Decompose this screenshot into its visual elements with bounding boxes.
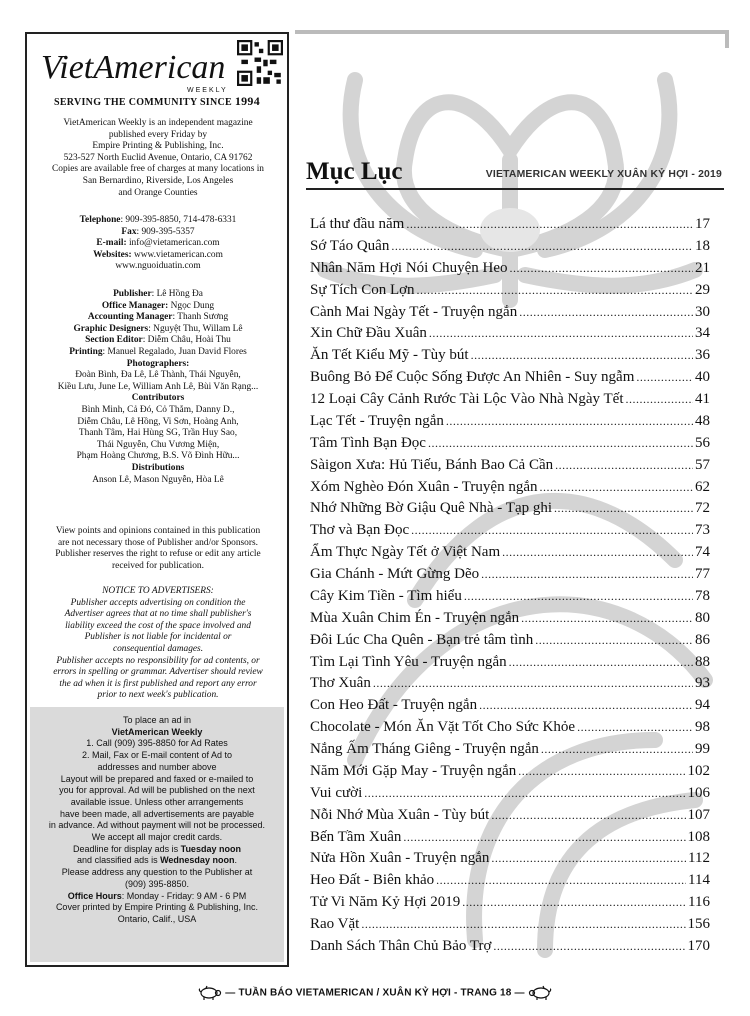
ad-info-text: To place an ad in VietAmerican Weekly 1. Call (909) 395-8850 for Ad Rates 2. Mail, Fax or E-mail content of Ad to addresses and number above Layout will be prepared and faxed or e-mailed to you for approval. Ad will be published on the next available issue. Unless other arrangements have been made, all advertisements are payable in advance. Ad without payment will not be processed. We accept all major credit cards. Deadline for display ads is Tuesday noon and classified ads is Wednesday noon. Please address any question to the Publisher at (909) 395-8850. Office Hours: Monday - Friday: 9 AM - 6 PM Cover printed by Empire Printing & Publishing, Inc. Ontario, Calif., USA	[48, 715, 266, 924]
toc-entry[interactable]: Buông Bỏ Để Cuộc Sống Được An Nhiên - Suy ngẫm ..... 40	[310, 369, 710, 391]
toc-heading: Mục Lục	[306, 158, 403, 185]
toc-subheading: VIETAMERICAN WEEKLY XUÂN KỶ HỢI - 2019	[485, 169, 722, 180]
toc-entry[interactable]: Lạc Tết - Truyện ngắn ..... 48	[310, 413, 710, 435]
toc-entry[interactable]: Xin Chữ Đầu Xuân ..... 34	[310, 325, 710, 347]
toc-entry[interactable]: 12 Loại Cây Cảnh Rước Tài Lộc Vào Nhà Ngày Tết ..... 41	[310, 391, 710, 413]
intro-text: VietAmerican Weekly is an independent magazine published every Friday by Empire Printing & Publishing, Inc. 523-527 North Euclid Avenue, Ontario, CA 91762 Copies are available free of charges at many locations in San Bernardino, Riverside, Los Angeles and Orange Counties	[52, 118, 264, 198]
toc-entry[interactable]: Lá thư đầu năm ..... 17	[310, 216, 710, 238]
toc-entry[interactable]: Gia Chánh - Mứt Gừng Dẽo ..... 77	[310, 566, 710, 588]
toc-entry[interactable]: Tìm Lại Tình Yêu - Truyện ngắn ..... 88	[310, 654, 710, 676]
toc-entry[interactable]: Vui cười ..... 106	[310, 785, 710, 807]
toc-entry[interactable]: Thơ và Bạn Đọc ..... 73	[310, 522, 710, 544]
toc-entry[interactable]: Sàigon Xưa: Hủ Tiếu, Bánh Bao Cả Cần ..... 57	[310, 457, 710, 479]
toc-entry[interactable]: Tử Vi Năm Kỷ Hợi 2019 ..... 116	[310, 894, 710, 916]
toc-entry[interactable]: Năm Mới Gặp May - Truyện ngắn ..... 102	[310, 763, 710, 785]
pig-icon	[528, 985, 552, 1001]
footer-dash-right: —	[514, 987, 525, 999]
toc-list	[310, 216, 710, 960]
contact-info: Telephone: 909-395-8850, 714-478-6331 Fax: 909-395-5357 E-mail: info@vietamerican.com Websites: www.vietamerican.com www.nguoiduatin.com	[79, 215, 237, 272]
toc-entry[interactable]: Mùa Xuân Chim Én - Truyện ngắn ..... 80	[310, 610, 710, 632]
toc-entry[interactable]: Tâm Tình Bạn Đọc ..... 56	[310, 435, 710, 457]
disclaimer-text: View points and opinions contained in this publication are not necessary those of Publisher and/or Sponsors. Publisher reserves the right to refuse or edit any article received for publication.	[55, 526, 261, 571]
toc-entry[interactable]: Nhân Năm Hợi Nói Chuyện Heo ..... 21	[310, 260, 710, 282]
toc-entry[interactable]: Sự Tích Con Lợn ..... 29	[310, 282, 710, 304]
toc-entry[interactable]: Nắng Ấm Tháng Giêng - Truyện ngắn ..... 99	[310, 741, 710, 763]
masthead-column	[25, 32, 289, 967]
toc-entry[interactable]: Nửa Hồn Xuân - Truyện ngắn ..... 112	[310, 850, 710, 872]
staff-credits: Publisher: Lê Hồng Đa Office Manager: Ngọc Dung Accounting Manager: Thanh Sương Graphic Designers: Nguyệt Thu, Willam Lê Section Editor: Diễm Châu, Hoài Thu Printing: Manuel Regalado, Juan David Flores Photographers: Đoàn Bình, Đa Lê, Lê Thành, Thái Nguyễn, Kiều Lưu, June Le, William Anh Lê, Bùi Văn Rạng... Contributors Bình Minh, Cả Đó, Cỏ Thắm, Danny D., Diễm Châu, Lê Hồng, Vi Sơn, Hoàng Anh, Thanh Tâm, Hai Hùng SG, Trần Huy Sao, Thái Nguyễn, Chu Vương Miện, Phạm Hoàng Chương, B.S. Võ Đình Hữu... Distributions Anson Lê, Mason Nguyễn, Hòa Lê	[57, 289, 259, 485]
page-footer	[0, 985, 750, 1001]
qr-code-icon	[237, 40, 283, 86]
svg-text:WEEKLY: WEEKLY	[187, 87, 228, 94]
vietamerican-logo	[37, 42, 237, 98]
advertiser-notice: NOTICE TO ADVERTISERS: Publisher accepts advertising on condition the Advertiser agrees that at no time shall publisher's liability exceed the cost of the space involved and Publisher is not liable for incidental or consequential damages. Publisher accepts no responsibility for ad contents, or errors in spelling or grammar. Advertiser should review the ad when it is first published and report any error prior to next week's publication.	[53, 586, 263, 701]
heading-rule	[306, 188, 724, 190]
toc-entry[interactable]: Thơ Xuân ..... 93	[310, 675, 710, 697]
panel-frame	[295, 30, 729, 48]
serving-line: SERVING THE COMMUNITY SINCE 1994	[53, 94, 261, 108]
toc-entry[interactable]: Ăn Tết Kiểu Mỹ - Tùy bút ..... 36	[310, 347, 710, 369]
toc-entry[interactable]: Nhớ Những Bờ Giậu Quê Nhà - Tạp ghi ..... 72	[310, 500, 710, 522]
toc-entry[interactable]: Danh Sách Thân Chủ Bảo Trợ ..... 170	[310, 938, 710, 960]
toc-entry[interactable]: Con Heo Đất - Truyện ngắn ..... 94	[310, 697, 710, 719]
toc-entry[interactable]: Rao Vặt ..... 156	[310, 916, 710, 938]
toc-entry[interactable]: Xóm Nghèo Đón Xuân - Truyện ngắn ..... 62	[310, 479, 710, 501]
toc-entry[interactable]: Cây Kim Tiền - Tìm hiểu ..... 78	[310, 588, 710, 610]
toc-entry[interactable]: Ẩm Thực Ngày Tết ở Việt Nam ..... 74	[310, 544, 710, 566]
pig-icon	[198, 985, 222, 1001]
toc-entry[interactable]: Cành Mai Ngày Tết - Truyện ngắn ..... 30	[310, 304, 710, 326]
svg-text:VietAmerican: VietAmerican	[41, 49, 226, 86]
toc-entry[interactable]: Nỗi Nhớ Mùa Xuân - Tùy bút ..... 107	[310, 807, 710, 829]
toc-entry[interactable]: Sớ Táo Quân ..... 18	[310, 238, 710, 260]
toc-entry[interactable]: Bến Tầm Xuân ..... 108	[310, 829, 710, 851]
footer-text: TUẦN BÁO VIETAMERICAN / XUÂN KỶ HỢI - TRANG 18	[238, 987, 512, 999]
ad-info-box	[30, 707, 284, 962]
toc-entry[interactable]: Heo Đất - Biên khảo ..... 114	[310, 872, 710, 894]
toc-entry[interactable]: Chocolate - Món Ăn Vặt Tốt Cho Sức Khỏe ..... 98	[310, 719, 710, 741]
footer-dash-left: —	[225, 987, 236, 999]
toc-entry[interactable]: Đôi Lúc Cha Quên - Bạn trẻ tâm tình ..... 86	[310, 632, 710, 654]
